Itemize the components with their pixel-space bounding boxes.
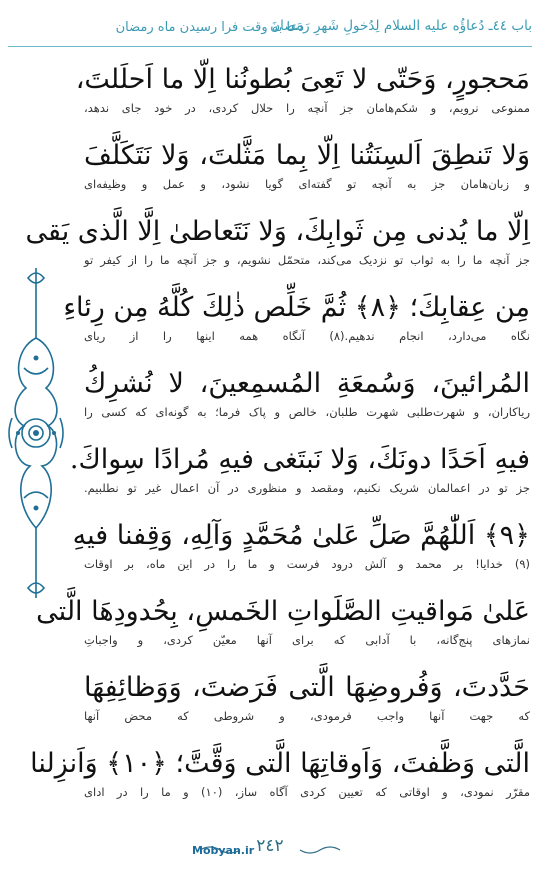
arabic-line: ﴿٩﴾ اَللّٰهُمَّ صَلِّ عَلیٰ مُحَمَّدٍ وَآلِهِ، وَقِفنا فیهِ (72, 520, 530, 551)
arabic-line: اِلّا ما یُدنی مِن ثَوابِكَ، وَلا نَتَعاطیٰ اِلَّا الَّذی یَقی (25, 216, 530, 247)
persian-line: نگاه می‌دارد، انجام ندهیم.(٨) آنگاه همه اینها را از ریای (84, 329, 530, 343)
persian-line: و زبان‌هامان جز به آنچه تو گفته‌ای گویا نشود، و عمل و وظیفه‌ای (84, 177, 530, 191)
arabic-line: المُرائینَ، وَسُمعَةِ المُسمِعینَ، لا نُشرِكُ (84, 368, 530, 399)
persian-line: جز تو در اعمالمان شریک نکنیم، ومقصد و منظوری در آن اعمال غیر تو نطلبیم. (84, 481, 530, 495)
persian-line: ممنوعی نرویم، و شکم‌هامان جز آنچه را حلال کردی، در خود جای ندهد، (84, 101, 530, 115)
site-watermark: Mobyan.ir (192, 844, 255, 857)
text-body (25, 58, 530, 828)
header-divider (8, 46, 532, 47)
page-footer (0, 830, 540, 870)
arabic-line: مِن عِقابِكَ؛ ﴿٨﴾ ثُمَّ خَلِّص ذٰلِكَ كُلَّهُ مِن رِئاءِ (63, 292, 530, 323)
page-header (0, 0, 540, 52)
persian-line: (٩) خدایا! بر محمد و آلش درود فرست و ما را در این ماه، بر اوقات (84, 557, 530, 571)
persian-line: جز آنچه ما را به ثواب تو نزدیک می‌کند، متحمّل نشویم، و جز آنچه ما را از کیفر تو (84, 253, 530, 267)
margin-ornament-icon (6, 268, 66, 598)
chapter-title: باب ٤٤ـ دُعاؤُه عليه السلام لِدُخولِ شَهرِ رَمَضانَ (270, 18, 532, 34)
arabic-line: الَّتی وَظَّفتَ، وَاَوقاتِهَا الَّتی وَقَّتَّ؛ ﴿١٠﴾ وَاَنزِلنا (30, 748, 530, 779)
persian-line: ریاکاران، و شهرت‌طلبی شهرت طلبان، خالص و پاک فرما؛ به گونه‌ای که کسی را (84, 405, 530, 419)
arabic-line: مَحجورٍ، وَحَتّی لا تَعِیَ بُطونُنا اِلّا ما اَحلَلتَ، (75, 64, 530, 95)
arabic-line: فیهِ اَحَدًا دونَكَ، وَلا نَبتَغی فیهِ مُرادًا سِواكَ. (69, 444, 530, 475)
arabic-line: وَلا تَنطِقَ اَلسِنَتُنا اِلّا بِما مَثَّلتَ، وَلا نَتَکَلَّفَ (84, 140, 530, 171)
arabic-line: حَدَّدتَ، وَفُروضِهَا الَّتی فَرَضتَ، وَوَظائِفِهَا (84, 672, 530, 703)
arabic-line: عَلیٰ مَواقیتِ الصَّلَواتِ الخَمسِ، بِحُدودِهَا الَّتی (36, 596, 530, 627)
chapter-subtitle: دعا به وقت فرا رسیدن ماه رمضان (115, 20, 304, 35)
persian-line: نمازهای پنج‌گانه، با آدابی که برای آنها معیّن کردی، و واجباتِ (84, 633, 530, 647)
persian-line: مقرّر نمودی، و اوقاتی که تعیین کردی آگاه ساز، (١٠) و ما را در ادای (84, 785, 530, 799)
footer-flourish-icon (300, 844, 340, 856)
page-number: ٢٤٢ (256, 836, 284, 856)
persian-line: که جهت آنها واجب فرمودی، و شروطی که محض آنها (84, 709, 530, 723)
